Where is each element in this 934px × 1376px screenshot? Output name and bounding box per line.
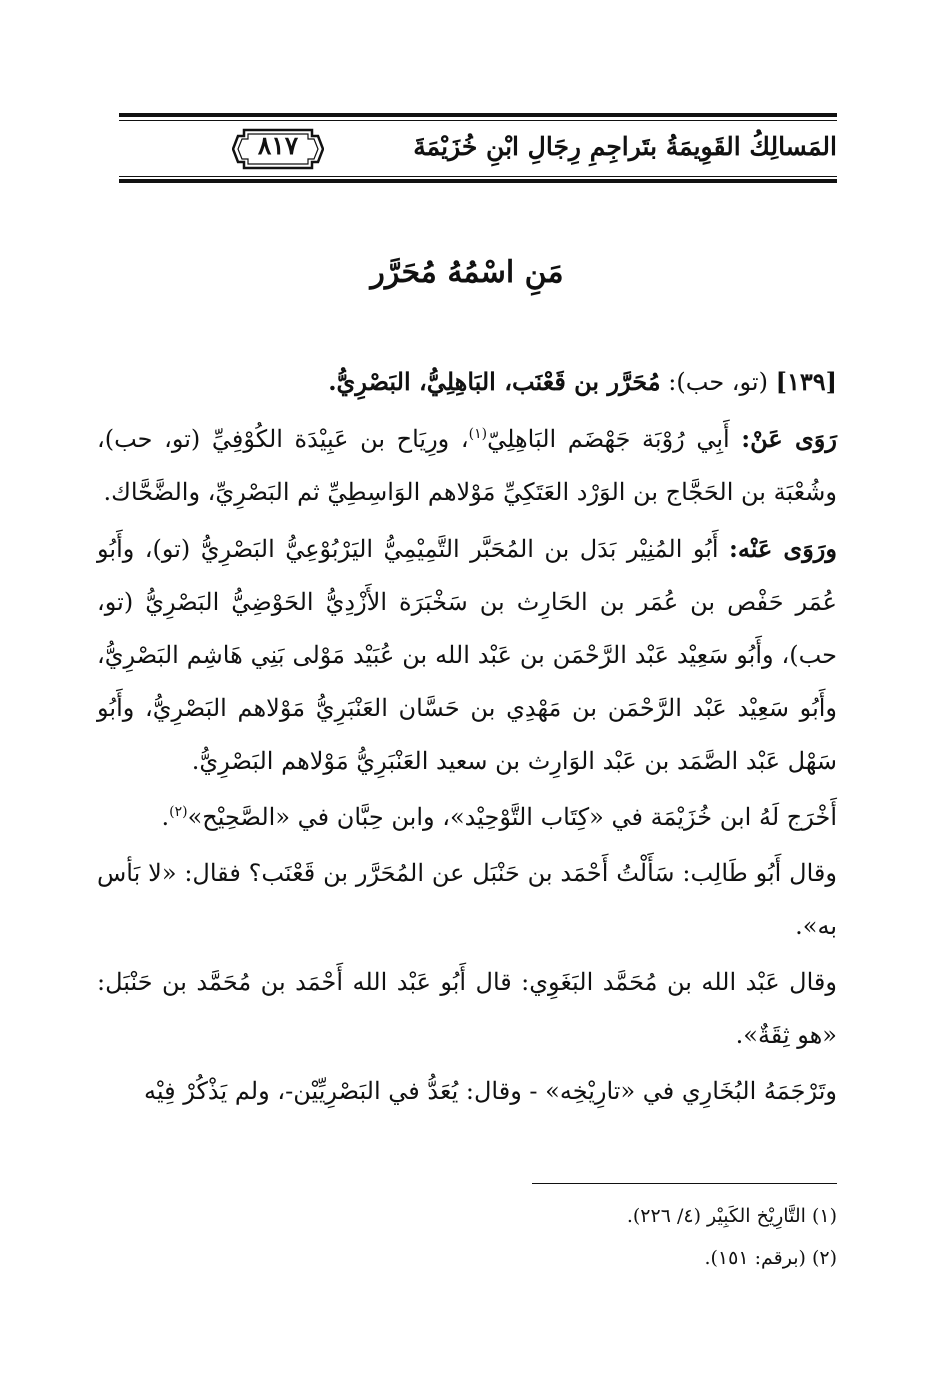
paragraph bbox=[97, 522, 837, 788]
paragraph-text: أَبُو المُنِيْر بَدَل بن المُحَبَّر التَّمِيْمِيُّ اليَرْبُوْعِيُّ البَصْرِيُّ (تو)، وأَبُو عُمَر حَفْص بن عُمَر بن الحَارِث بن سَخْبَرَة الأَزْدِيُّ الحَوْضِيُّ البَصْرِيُّ (تو، حب)، وأَبُو سَعِيْد عَبْد الرَّحْمَن بن عَبْد الله بن عُبَيْد مَوْلى بَنِي هَاشِم البَصْرِيُّ، وأَبُو سَعِيْد عَبْد الرَّحْمَن بن مَهْدِي بن حَسَّان العَنْبَرِيُّ مَوْلاهم البَصْرِيُّ، وأَبُو سَهْل عَبْد الصَّمَد بن عَبْد الوَارِث بن سعيد العَنْبَرِيُّ مَوْلاهم البَصْرِيُّ. bbox=[97, 535, 837, 775]
entry-codes: (تو، حب): bbox=[668, 368, 768, 396]
paragraph-text: . bbox=[161, 803, 170, 831]
header-rule bbox=[119, 113, 837, 117]
running-title: المَسالِكُ القَوِيمَةُ بتَراجِمِ رِجَالِ ابْنِ خُزَيْمَةَ bbox=[413, 132, 837, 161]
paragraph bbox=[97, 791, 837, 844]
entry-name: مُحَرَّر بن قَعْنَب، البَاهِلِيُّ، البَصْرِيُّ. bbox=[328, 367, 661, 396]
paragraph-text: وقال عَبْد الله بن مُحَمَّد البَغَوِي: قال أَبُو عَبْد الله أَحْمَد بن مُحَمَّد بن حَنْبَل: «هو ثِقَةٌ». bbox=[97, 968, 837, 1049]
paragraph-lead: رَوَى عَنْ: bbox=[741, 424, 837, 453]
header-rule bbox=[119, 120, 837, 121]
entry-number: [١٣٩] bbox=[775, 367, 837, 396]
body-text bbox=[97, 355, 837, 1121]
paragraph-text: وتَرْجَمَهُ البُخَارِي في «تارِيْخِه» - وقال: يُعَدُّ في البَصْرِيِّيْن-، ولم يَذْكُرْ فِيْه bbox=[144, 1077, 837, 1105]
paragraph bbox=[97, 956, 837, 1062]
footnote-rule bbox=[532, 1183, 837, 1184]
page-number: ٨١٧ bbox=[257, 131, 299, 160]
header-rule bbox=[119, 176, 837, 177]
footnote-ref[interactable]: (١) bbox=[468, 426, 488, 442]
header-rule bbox=[119, 179, 837, 183]
paragraph bbox=[97, 412, 837, 519]
paragraph-text: أَبِي رُوْبَة جَهْضَم البَاهِلِيّ bbox=[487, 425, 730, 453]
paragraph-text: أَخْرَج لَهُ ابن خُزَيْمَة في «كِتَاب التَّوْحِيْد»، وابن حِبَّان في «الصَّحِيْح» bbox=[187, 803, 837, 831]
paragraph-text: وقال أَبُو طَالِب: سَأَلْتُ أَحْمَد بن حَنْبَل عن المُحَرَّر بن قَعْنَب؟ فقال: «لا بَأس به». bbox=[97, 859, 837, 940]
section-heading: مَنِ اسْمُهُ مُحَرَّر bbox=[370, 255, 564, 290]
entry-heading bbox=[97, 355, 837, 409]
footnote: (١) التَّارِيْخ الكَبِيْر (٤/ ٢٢٦). bbox=[626, 1205, 837, 1227]
paragraph bbox=[97, 847, 837, 953]
paragraph-lead: ورَوَى عَنْه: bbox=[729, 534, 837, 563]
paragraph-text: ، ورِيَاح بن عَبِيْدَة الكُوْفِيِّ (تو، حب)، وشُعْبَة بن الحَجَّاج بن الوَرْد العَتَكِيِّ مَوْلاهم الوَاسِطِيِّ ثم البَصْرِيِّ، والضَّحَّاك. bbox=[97, 425, 837, 506]
footnote-ref[interactable]: (٢) bbox=[169, 804, 188, 820]
paragraph bbox=[97, 1065, 837, 1118]
footnote: (٢) (برقم: ١٥١). bbox=[704, 1247, 837, 1269]
footnotes bbox=[97, 1195, 837, 1279]
